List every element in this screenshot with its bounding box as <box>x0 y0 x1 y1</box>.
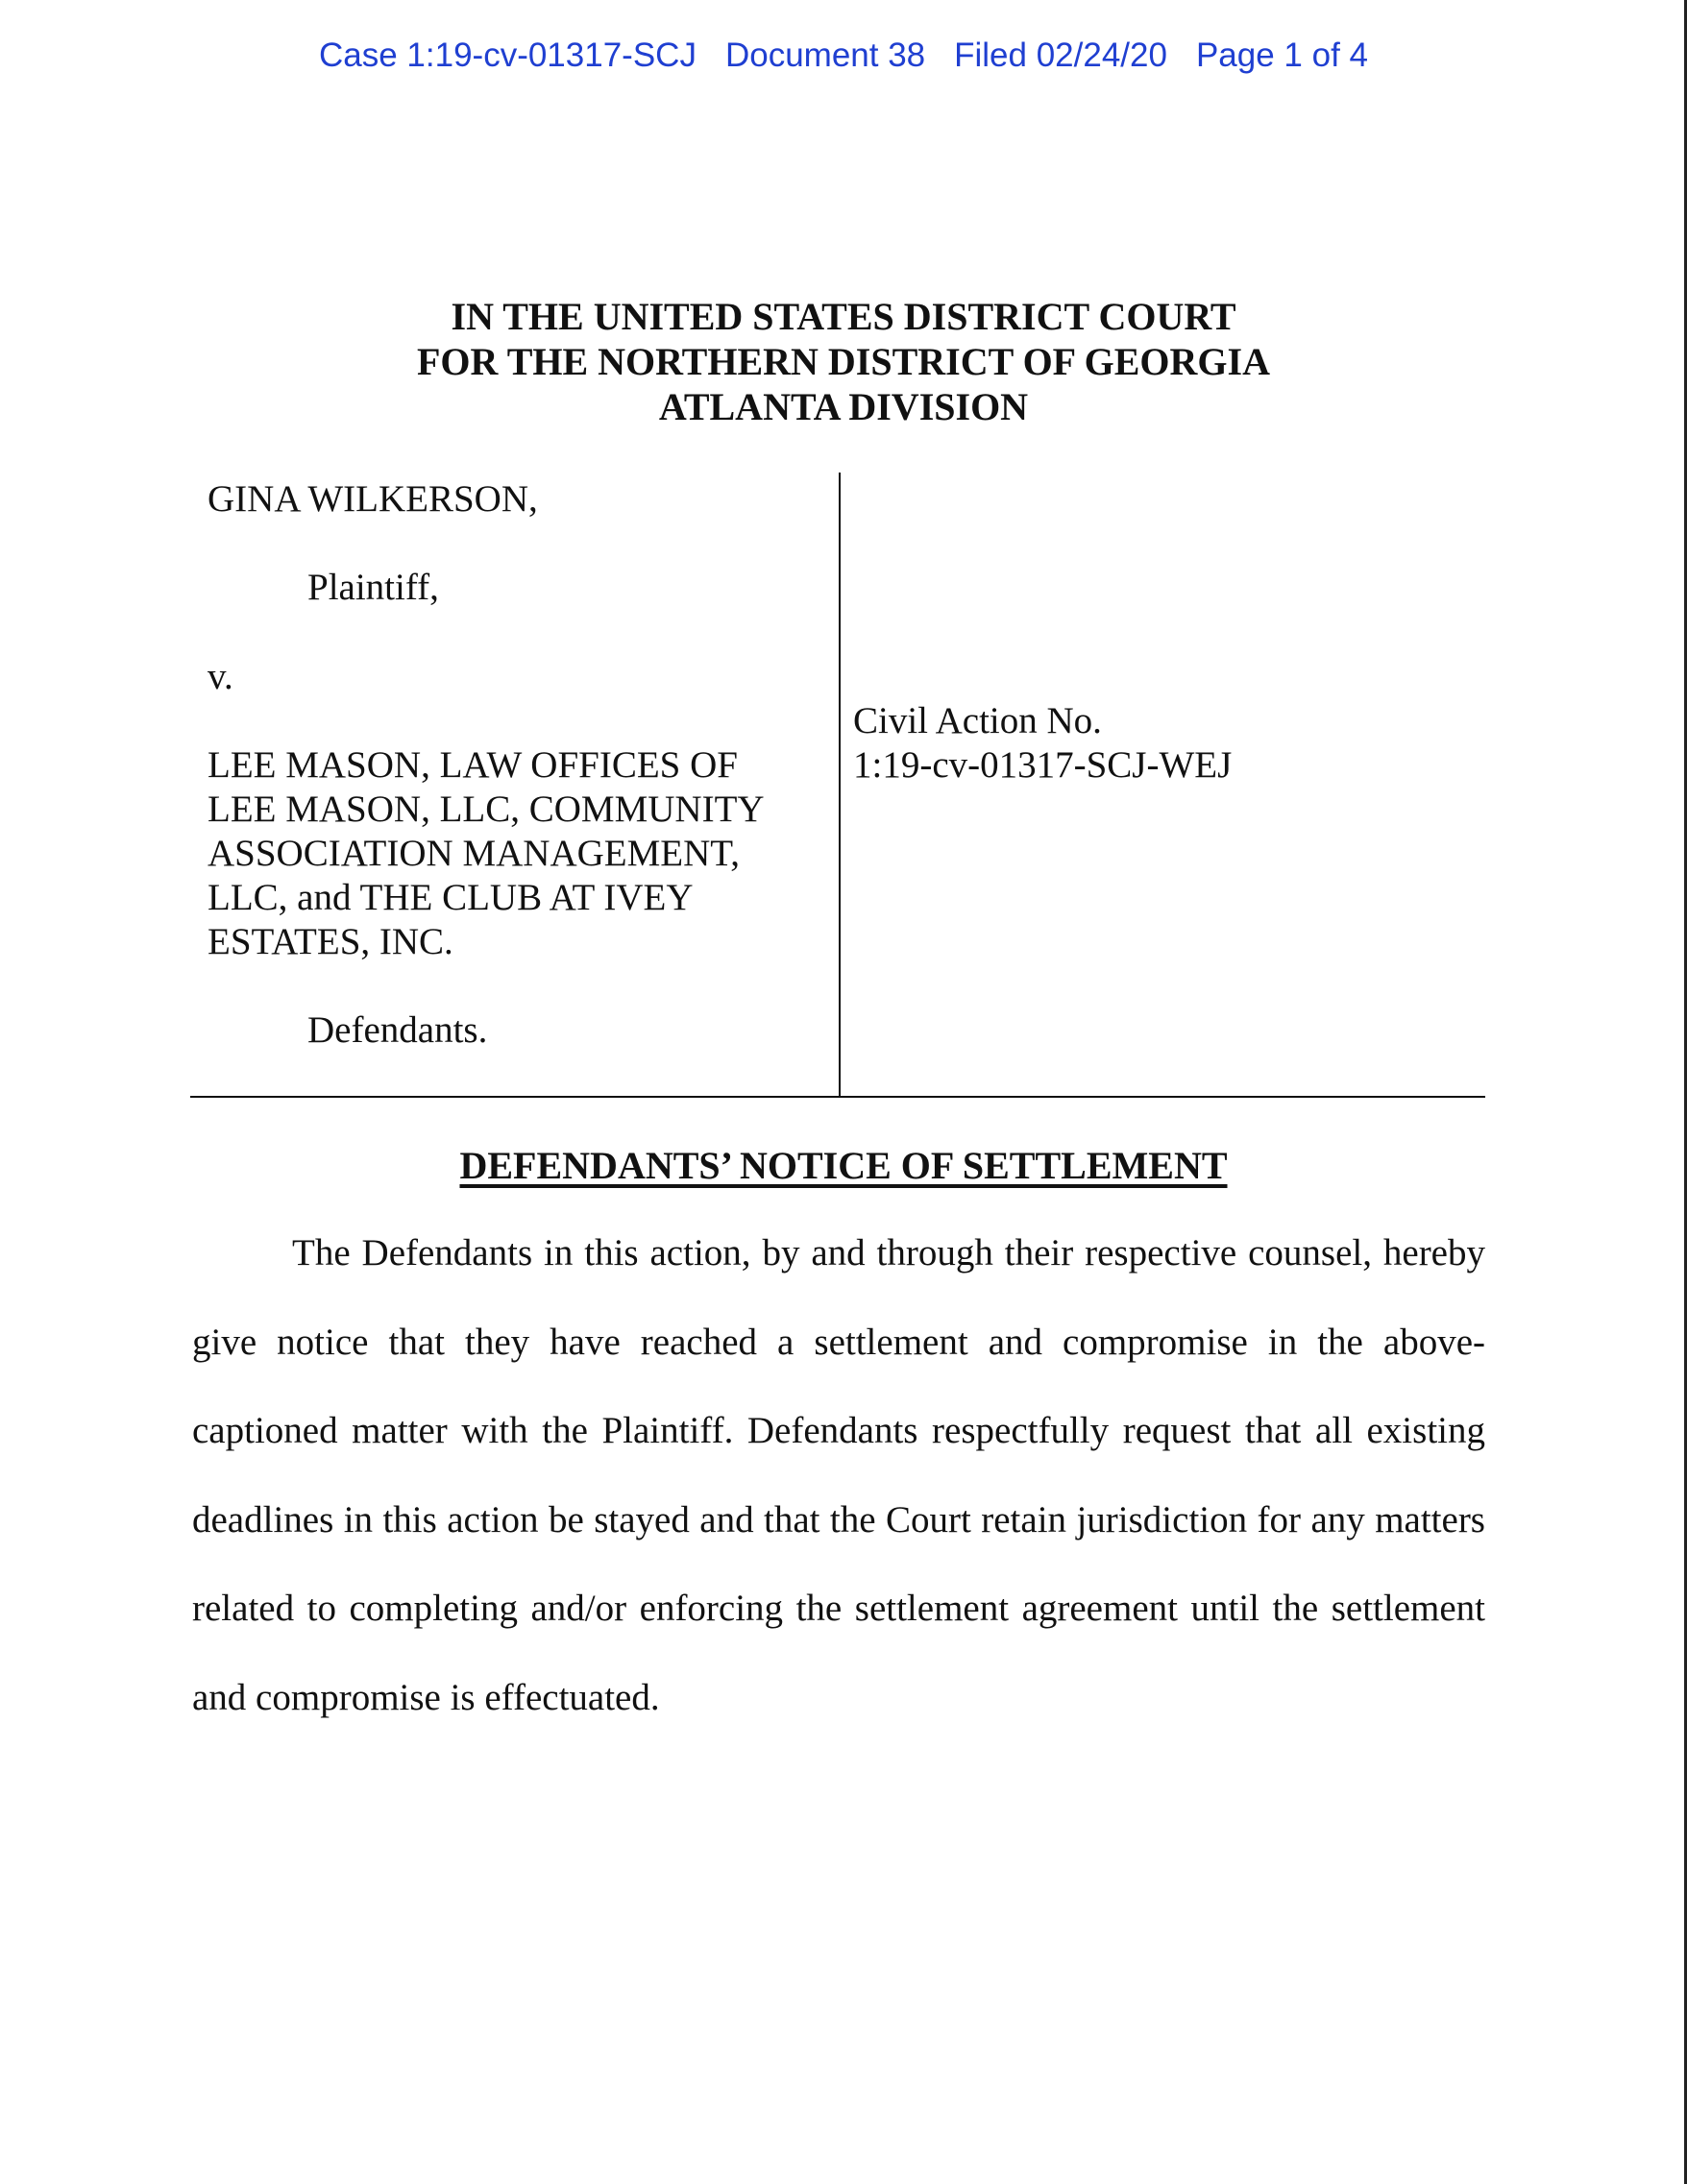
versus: v. <box>208 656 233 697</box>
ecf-header-stamp <box>0 36 1687 75</box>
plaintiff-role: Plaintiff, <box>307 567 439 608</box>
body-line: deadlines in this action be stayed and that the Court retain jurisdiction for any matters <box>192 1498 1485 1541</box>
caption-divider <box>839 473 841 1097</box>
court-heading-line-2: FOR THE NORTHERN DISTRICT OF GEORGIA <box>416 340 1270 383</box>
notice-title: DEFENDANTS’ NOTICE OF SETTLEMENT <box>459 1144 1228 1187</box>
body-line: give notice that they have reached a settlement and compromise in the above- <box>192 1321 1485 1363</box>
defendants-role: Defendants. <box>307 1009 488 1051</box>
page-indicator: Page 1 of 4 <box>1195 36 1368 74</box>
plaintiff-name: GINA WILKERSON, <box>208 478 538 520</box>
defendants-line-3: ASSOCIATION MANAGEMENT, <box>208 833 740 874</box>
civil-action-label: Civil Action No. <box>853 700 1102 741</box>
filed-date: Filed 02/24/20 <box>954 36 1167 74</box>
body-line: related to completing and/or enforcing the settlement agreement until the settlement <box>192 1588 1485 1630</box>
document-number: Document 38 <box>724 36 926 74</box>
body-line: The Defendants in this action, by and through their respective counsel, hereby <box>292 1232 1485 1274</box>
case-caption <box>190 473 1485 1097</box>
court-heading-line-1: IN THE UNITED STATES DISTRICT COURT <box>451 295 1236 338</box>
case-number: Case 1:19-cv-01317-SCJ <box>318 36 697 74</box>
notice-body <box>192 1231 1485 1765</box>
defendants-line-4: LLC, and THE CLUB AT IVEY <box>208 877 694 918</box>
body-line: captioned matter with the Plaintiff. Defendants respectfully request that all existing <box>192 1410 1485 1452</box>
caption-bottom-rule <box>190 1096 1485 1098</box>
civil-action-number: 1:19-cv-01317-SCJ-WEJ <box>853 744 1233 786</box>
defendants-line-5: ESTATES, INC. <box>208 921 453 962</box>
court-heading <box>0 294 1687 429</box>
court-heading-line-3: ATLANTA DIVISION <box>658 385 1029 428</box>
defendants-line-2: LEE MASON, LLC, COMMUNITY <box>208 789 765 830</box>
body-line: and compromise is effectuated. <box>192 1676 660 1718</box>
defendants-line-1: LEE MASON, LAW OFFICES OF <box>208 744 738 786</box>
